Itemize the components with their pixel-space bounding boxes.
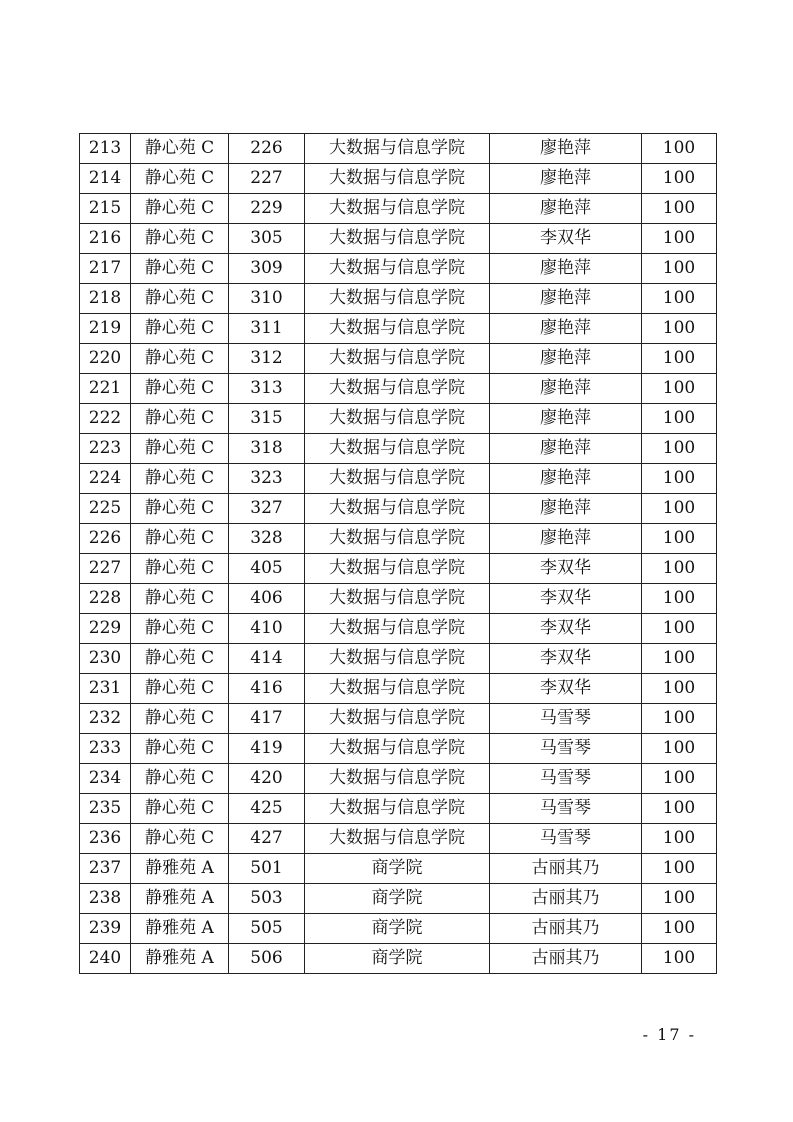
counselor-cell: 李双华 xyxy=(490,554,642,584)
table-row xyxy=(80,554,717,584)
row-number-cell: 214 xyxy=(80,164,131,194)
building-cell: 静心苑 C xyxy=(131,734,229,764)
table-row xyxy=(80,164,717,194)
table-body xyxy=(80,134,717,974)
table-row xyxy=(80,314,717,344)
counselor-cell: 李双华 xyxy=(490,674,642,704)
table-row xyxy=(80,284,717,314)
building-cell: 静心苑 C xyxy=(131,344,229,374)
building-cell: 静雅苑 A xyxy=(131,914,229,944)
row-number-cell: 224 xyxy=(80,464,131,494)
table-row xyxy=(80,494,717,524)
counselor-cell: 廖艳萍 xyxy=(490,194,642,224)
college-cell: 大数据与信息学院 xyxy=(305,614,490,644)
row-number-cell: 223 xyxy=(80,434,131,464)
college-cell: 大数据与信息学院 xyxy=(305,704,490,734)
counselor-cell: 李双华 xyxy=(490,644,642,674)
row-number-cell: 228 xyxy=(80,584,131,614)
college-cell: 大数据与信息学院 xyxy=(305,194,490,224)
room-cell: 229 xyxy=(229,194,305,224)
college-cell: 商学院 xyxy=(305,854,490,884)
table-row xyxy=(80,464,717,494)
table-row xyxy=(80,674,717,704)
room-cell: 226 xyxy=(229,134,305,164)
row-number-cell: 238 xyxy=(80,884,131,914)
table-row xyxy=(80,614,717,644)
room-cell: 417 xyxy=(229,704,305,734)
college-cell: 大数据与信息学院 xyxy=(305,794,490,824)
room-cell: 416 xyxy=(229,674,305,704)
score-cell: 100 xyxy=(642,794,717,824)
college-cell: 大数据与信息学院 xyxy=(305,644,490,674)
college-cell: 大数据与信息学院 xyxy=(305,764,490,794)
college-cell: 大数据与信息学院 xyxy=(305,284,490,314)
room-cell: 501 xyxy=(229,854,305,884)
row-number-cell: 234 xyxy=(80,764,131,794)
counselor-cell: 古丽其乃 xyxy=(490,884,642,914)
building-cell: 静雅苑 A xyxy=(131,884,229,914)
room-cell: 328 xyxy=(229,524,305,554)
score-cell: 100 xyxy=(642,854,717,884)
room-cell: 305 xyxy=(229,224,305,254)
college-cell: 大数据与信息学院 xyxy=(305,224,490,254)
score-cell: 100 xyxy=(642,494,717,524)
building-cell: 静心苑 C xyxy=(131,374,229,404)
college-cell: 大数据与信息学院 xyxy=(305,434,490,464)
row-number-cell: 222 xyxy=(80,404,131,434)
counselor-cell: 廖艳萍 xyxy=(490,134,642,164)
table-row xyxy=(80,914,717,944)
building-cell: 静雅苑 A xyxy=(131,944,229,974)
score-cell: 100 xyxy=(642,614,717,644)
score-cell: 100 xyxy=(642,224,717,254)
college-cell: 大数据与信息学院 xyxy=(305,464,490,494)
score-cell: 100 xyxy=(642,374,717,404)
building-cell: 静心苑 C xyxy=(131,824,229,854)
table-row xyxy=(80,824,717,854)
building-cell: 静心苑 C xyxy=(131,524,229,554)
row-number-cell: 236 xyxy=(80,824,131,854)
college-cell: 商学院 xyxy=(305,944,490,974)
row-number-cell: 213 xyxy=(80,134,131,164)
score-cell: 100 xyxy=(642,404,717,434)
row-number-cell: 215 xyxy=(80,194,131,224)
building-cell: 静心苑 C xyxy=(131,404,229,434)
table-row xyxy=(80,884,717,914)
room-cell: 327 xyxy=(229,494,305,524)
building-cell: 静心苑 C xyxy=(131,254,229,284)
score-cell: 100 xyxy=(642,644,717,674)
score-cell: 100 xyxy=(642,584,717,614)
building-cell: 静心苑 C xyxy=(131,554,229,584)
counselor-cell: 马雪琴 xyxy=(490,704,642,734)
college-cell: 大数据与信息学院 xyxy=(305,494,490,524)
table-row xyxy=(80,734,717,764)
row-number-cell: 219 xyxy=(80,314,131,344)
building-cell: 静心苑 C xyxy=(131,704,229,734)
table-row xyxy=(80,344,717,374)
building-cell: 静雅苑 A xyxy=(131,854,229,884)
score-cell: 100 xyxy=(642,314,717,344)
table-row xyxy=(80,584,717,614)
counselor-cell: 廖艳萍 xyxy=(490,374,642,404)
counselor-cell: 古丽其乃 xyxy=(490,944,642,974)
row-number-cell: 231 xyxy=(80,674,131,704)
college-cell: 商学院 xyxy=(305,884,490,914)
room-cell: 414 xyxy=(229,644,305,674)
table-row xyxy=(80,194,717,224)
college-cell: 大数据与信息学院 xyxy=(305,134,490,164)
building-cell: 静心苑 C xyxy=(131,434,229,464)
row-number-cell: 225 xyxy=(80,494,131,524)
counselor-cell: 马雪琴 xyxy=(490,734,642,764)
counselor-cell: 马雪琴 xyxy=(490,794,642,824)
row-number-cell: 230 xyxy=(80,644,131,674)
row-number-cell: 217 xyxy=(80,254,131,284)
counselor-cell: 廖艳萍 xyxy=(490,494,642,524)
counselor-cell: 廖艳萍 xyxy=(490,524,642,554)
table-row xyxy=(80,944,717,974)
room-cell: 425 xyxy=(229,794,305,824)
score-cell: 100 xyxy=(642,434,717,464)
room-cell: 227 xyxy=(229,164,305,194)
counselor-cell: 廖艳萍 xyxy=(490,254,642,284)
building-cell: 静心苑 C xyxy=(131,674,229,704)
room-cell: 503 xyxy=(229,884,305,914)
table-row xyxy=(80,794,717,824)
table-row xyxy=(80,764,717,794)
table-row xyxy=(80,254,717,284)
college-cell: 大数据与信息学院 xyxy=(305,374,490,404)
counselor-cell: 廖艳萍 xyxy=(490,344,642,374)
score-cell: 100 xyxy=(642,464,717,494)
college-cell: 大数据与信息学院 xyxy=(305,344,490,374)
row-number-cell: 239 xyxy=(80,914,131,944)
room-cell: 323 xyxy=(229,464,305,494)
table-row xyxy=(80,434,717,464)
room-cell: 427 xyxy=(229,824,305,854)
room-cell: 309 xyxy=(229,254,305,284)
counselor-cell: 马雪琴 xyxy=(490,824,642,854)
building-cell: 静心苑 C xyxy=(131,494,229,524)
row-number-cell: 232 xyxy=(80,704,131,734)
score-cell: 100 xyxy=(642,914,717,944)
room-cell: 505 xyxy=(229,914,305,944)
counselor-cell: 古丽其乃 xyxy=(490,854,642,884)
score-cell: 100 xyxy=(642,284,717,314)
building-cell: 静心苑 C xyxy=(131,614,229,644)
counselor-cell: 廖艳萍 xyxy=(490,434,642,464)
college-cell: 大数据与信息学院 xyxy=(305,554,490,584)
counselor-cell: 古丽其乃 xyxy=(490,914,642,944)
room-cell: 506 xyxy=(229,944,305,974)
counselor-cell: 李双华 xyxy=(490,614,642,644)
score-cell: 100 xyxy=(642,674,717,704)
college-cell: 商学院 xyxy=(305,914,490,944)
college-cell: 大数据与信息学院 xyxy=(305,164,490,194)
score-cell: 100 xyxy=(642,734,717,764)
room-cell: 406 xyxy=(229,584,305,614)
row-number-cell: 240 xyxy=(80,944,131,974)
college-cell: 大数据与信息学院 xyxy=(305,584,490,614)
score-cell: 100 xyxy=(642,254,717,284)
counselor-cell: 廖艳萍 xyxy=(490,284,642,314)
room-cell: 313 xyxy=(229,374,305,404)
college-cell: 大数据与信息学院 xyxy=(305,824,490,854)
counselor-cell: 李双华 xyxy=(490,584,642,614)
score-cell: 100 xyxy=(642,884,717,914)
score-cell: 100 xyxy=(642,824,717,854)
row-number-cell: 229 xyxy=(80,614,131,644)
score-cell: 100 xyxy=(642,194,717,224)
college-cell: 大数据与信息学院 xyxy=(305,674,490,704)
room-cell: 315 xyxy=(229,404,305,434)
row-number-cell: 235 xyxy=(80,794,131,824)
room-cell: 311 xyxy=(229,314,305,344)
building-cell: 静心苑 C xyxy=(131,224,229,254)
college-cell: 大数据与信息学院 xyxy=(305,734,490,764)
table-row xyxy=(80,404,717,434)
building-cell: 静心苑 C xyxy=(131,194,229,224)
counselor-cell: 廖艳萍 xyxy=(490,404,642,434)
row-number-cell: 237 xyxy=(80,854,131,884)
table-row xyxy=(80,524,717,554)
building-cell: 静心苑 C xyxy=(131,314,229,344)
room-cell: 420 xyxy=(229,764,305,794)
building-cell: 静心苑 C xyxy=(131,134,229,164)
counselor-cell: 马雪琴 xyxy=(490,764,642,794)
counselor-cell: 李双华 xyxy=(490,224,642,254)
score-cell: 100 xyxy=(642,764,717,794)
score-cell: 100 xyxy=(642,944,717,974)
room-cell: 405 xyxy=(229,554,305,584)
room-cell: 312 xyxy=(229,344,305,374)
table-row xyxy=(80,854,717,884)
score-cell: 100 xyxy=(642,134,717,164)
row-number-cell: 227 xyxy=(80,554,131,584)
table-row xyxy=(80,374,717,404)
building-cell: 静心苑 C xyxy=(131,284,229,314)
building-cell: 静心苑 C xyxy=(131,164,229,194)
building-cell: 静心苑 C xyxy=(131,764,229,794)
college-cell: 大数据与信息学院 xyxy=(305,524,490,554)
building-cell: 静心苑 C xyxy=(131,584,229,614)
score-cell: 100 xyxy=(642,554,717,584)
counselor-cell: 廖艳萍 xyxy=(490,314,642,344)
counselor-cell: 廖艳萍 xyxy=(490,164,642,194)
row-number-cell: 218 xyxy=(80,284,131,314)
room-cell: 310 xyxy=(229,284,305,314)
dormitory-table xyxy=(79,133,717,974)
table-row xyxy=(80,704,717,734)
table-row xyxy=(80,134,717,164)
room-cell: 410 xyxy=(229,614,305,644)
table-row xyxy=(80,644,717,674)
room-cell: 419 xyxy=(229,734,305,764)
building-cell: 静心苑 C xyxy=(131,644,229,674)
counselor-cell: 廖艳萍 xyxy=(490,464,642,494)
score-cell: 100 xyxy=(642,164,717,194)
score-cell: 100 xyxy=(642,524,717,554)
table-row xyxy=(80,224,717,254)
row-number-cell: 226 xyxy=(80,524,131,554)
score-cell: 100 xyxy=(642,344,717,374)
college-cell: 大数据与信息学院 xyxy=(305,314,490,344)
page-number-text: - 17 - xyxy=(642,1025,696,1044)
building-cell: 静心苑 C xyxy=(131,464,229,494)
room-cell: 318 xyxy=(229,434,305,464)
college-cell: 大数据与信息学院 xyxy=(305,254,490,284)
row-number-cell: 216 xyxy=(80,224,131,254)
row-number-cell: 233 xyxy=(80,734,131,764)
score-cell: 100 xyxy=(642,704,717,734)
building-cell: 静心苑 C xyxy=(131,794,229,824)
college-cell: 大数据与信息学院 xyxy=(305,404,490,434)
row-number-cell: 220 xyxy=(80,344,131,374)
row-number-cell: 221 xyxy=(80,374,131,404)
